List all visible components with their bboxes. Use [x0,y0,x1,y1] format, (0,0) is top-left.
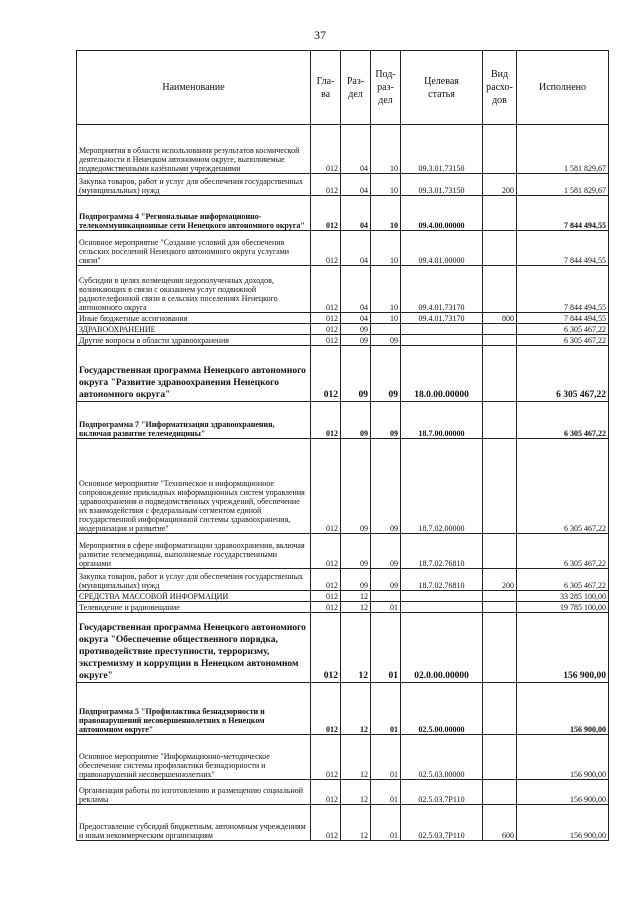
cell-podrazdel: 01 [371,735,401,780]
table-row [77,683,609,735]
cell-name: Подпрограмма 5 "Профилактика безнадзорности и правонарушений несовершеннолетних в Ненецком автономном округе" [77,683,311,735]
cell-podrazdel: 09 [371,534,401,569]
cell-name: Закупка товаров, работ и услуг для обеспечения государственных (муниципальных) нужд [77,174,311,196]
col-header-name: Наименование [77,51,311,125]
cell-glava: 012 [311,780,341,805]
table-row [77,196,609,231]
cell-glava: 012 [311,402,341,439]
cell-target: 18.7.00.00000 [401,402,483,439]
cell-podrazdel: 10 [371,231,401,266]
table-row [77,313,609,324]
cell-glava: 012 [311,735,341,780]
cell-podrazdel: 09 [371,335,401,346]
cell-podrazdel: 10 [371,125,401,174]
cell-executed: 7 844 494,55 [517,313,609,324]
cell-vid [483,324,517,335]
cell-target: 02.5.03.7Р110 [401,780,483,805]
cell-name: Субсидии в целях возмещения недополученных доходов, возникающих в связи с оказанием услуг подвижной радиотелефонной связи в сельских поселениях Ненецкого автономного округа [77,266,311,313]
col-header-glava: Гла- ва [311,51,341,125]
cell-razdel: 09 [341,335,371,346]
cell-target: 09.4.01.00000 [401,231,483,266]
cell-name: Иные бюджетные ассигнования [77,313,311,324]
budget-table [76,50,609,841]
cell-razdel: 09 [341,534,371,569]
table-row [77,613,609,683]
cell-name: Закупка товаров, работ и услуг для обеспечения государственных (муниципальных) нужд [77,569,311,591]
cell-glava: 012 [311,602,341,613]
cell-podrazdel: 10 [371,266,401,313]
cell-vid: 600 [483,805,517,841]
cell-executed: 6 305 467,22 [517,346,609,402]
table-row [77,335,609,346]
cell-executed: 1 581 829,67 [517,125,609,174]
cell-executed: 7 844 494,55 [517,231,609,266]
cell-vid [483,534,517,569]
cell-name: ЗДРАВООХРАНЕНИЕ [77,324,311,335]
cell-razdel: 04 [341,231,371,266]
cell-razdel: 12 [341,602,371,613]
cell-razdel: 09 [341,569,371,591]
cell-executed: 156 900,00 [517,735,609,780]
cell-glava: 012 [311,805,341,841]
cell-name: СРЕДСТВА МАССОВОЙ ИНФОРМАЦИИ [77,591,311,602]
cell-name: Мероприятия в сфере информатизации здравоохранения, включая развитие телемедицины, выполняемые государственными органами [77,534,311,569]
cell-target: 18.7.02.76810 [401,534,483,569]
cell-glava: 012 [311,591,341,602]
cell-razdel: 04 [341,196,371,231]
cell-executed: 7 844 494,55 [517,266,609,313]
cell-podrazdel: 01 [371,780,401,805]
table-row [77,735,609,780]
table-row [77,780,609,805]
cell-razdel: 09 [341,324,371,335]
cell-name: Основное мероприятие "Техническое и информационное сопровождение прикладных информационных систем управления здравоохранения и подведомственных учреждений, обеспечение их взаимодействия с федеральным сегментом единой государственной информационной системы здравоохранения, модернизация и развитие" [77,439,311,534]
cell-podrazdel [371,591,401,602]
cell-vid [483,196,517,231]
cell-podrazdel: 10 [371,174,401,196]
cell-glava: 012 [311,266,341,313]
cell-name: Основное мероприятие "Информационно-методическое обеспечение системы профилактики безнадзорности и правонарушений несовершеннолетних" [77,735,311,780]
cell-glava: 012 [311,439,341,534]
cell-razdel: 12 [341,780,371,805]
table-row [77,439,609,534]
cell-podrazdel: 09 [371,346,401,402]
cell-executed: 6 305 467,22 [517,335,609,346]
cell-name: Основное мероприятие "Создание условий для обеспечения сельских поселений Ненецкого автономного округа услугами связи" [77,231,311,266]
cell-vid [483,346,517,402]
cell-target: 09.3.01.73150 [401,125,483,174]
cell-name: Государственная программа Ненецкого автономного округа "Обеспечение общественного порядка, противодействие преступности, терроризму, экстремизму и коррупции в Ненецком автономном округе" [77,613,311,683]
cell-glava: 012 [311,569,341,591]
cell-podrazdel: 01 [371,805,401,841]
cell-razdel: 04 [341,266,371,313]
cell-razdel: 04 [341,125,371,174]
table-row [77,591,609,602]
cell-razdel: 12 [341,805,371,841]
table-row [77,346,609,402]
cell-podrazdel: 09 [371,439,401,534]
cell-vid [483,735,517,780]
cell-name: Другие вопросы в области здравоохранения [77,335,311,346]
cell-glava: 012 [311,174,341,196]
cell-target [401,335,483,346]
cell-target: 18.7.02.76810 [401,569,483,591]
cell-podrazdel: 01 [371,613,401,683]
cell-razdel: 12 [341,683,371,735]
cell-vid [483,231,517,266]
cell-target: 09.4.00.00000 [401,196,483,231]
cell-glava: 012 [311,196,341,231]
page-number: 37 [314,28,326,42]
cell-vid: 200 [483,569,517,591]
table-row [77,174,609,196]
cell-vid [483,683,517,735]
cell-podrazdel: 01 [371,602,401,613]
col-header-executed: Исполнено [517,51,609,125]
cell-executed: 156 900,00 [517,805,609,841]
cell-podrazdel: 10 [371,313,401,324]
cell-vid [483,335,517,346]
cell-target: 18.0.00.00000 [401,346,483,402]
cell-target [401,602,483,613]
cell-name: Подпрограмма 4 "Региональные информационно-телекоммуникационные сети Ненецкого автономного округа" [77,196,311,231]
cell-executed: 1 581 829,67 [517,174,609,196]
cell-name: Организация работы по изготовлению и размещению социальной рекламы [77,780,311,805]
cell-razdel: 04 [341,174,371,196]
cell-podrazdel: 01 [371,683,401,735]
cell-target [401,591,483,602]
cell-executed: 19 785 100,00 [517,602,609,613]
cell-glava: 012 [311,335,341,346]
table-row [77,534,609,569]
cell-executed: 7 844 494,55 [517,196,609,231]
cell-podrazdel: 09 [371,569,401,591]
cell-glava: 012 [311,324,341,335]
cell-vid: 800 [483,313,517,324]
cell-glava: 012 [311,231,341,266]
cell-razdel: 12 [341,591,371,602]
cell-razdel: 04 [341,313,371,324]
cell-executed: 6 305 467,22 [517,534,609,569]
cell-target: 02.0.00.00000 [401,613,483,683]
table-row [77,602,609,613]
cell-razdel: 12 [341,735,371,780]
cell-target: 02.5.03.7Р110 [401,805,483,841]
cell-name: Мероприятия в области использования результатов космической деятельности в Ненецком автономном округе, выполняемые подведомственными казёнными учреждениями [77,125,311,174]
cell-vid [483,613,517,683]
cell-vid [483,591,517,602]
cell-name: Телевидение и радиовещание [77,602,311,613]
table-row [77,402,609,439]
col-header-razdel: Раз- дел [341,51,371,125]
cell-name: Государственная программа Ненецкого автономного округа "Развитие здравоохранения Ненецкого автономного округа" [77,346,311,402]
cell-target: 02.5.00.00000 [401,683,483,735]
table-row [77,266,609,313]
cell-target: 09.4.01.73170 [401,313,483,324]
table-row [77,231,609,266]
cell-target: 02.5.03.00000 [401,735,483,780]
table-row [77,569,609,591]
cell-razdel: 09 [341,402,371,439]
cell-glava: 012 [311,683,341,735]
table-row [77,324,609,335]
cell-executed: 6 305 467,22 [517,439,609,534]
cell-glava: 012 [311,346,341,402]
cell-razdel: 09 [341,346,371,402]
cell-vid [483,602,517,613]
cell-executed: 6 305 467,22 [517,402,609,439]
cell-executed: 33 285 100,00 [517,591,609,602]
cell-glava: 012 [311,313,341,324]
cell-vid [483,266,517,313]
cell-target: 09.4.01.73170 [401,266,483,313]
cell-target: 18.7.02.00000 [401,439,483,534]
cell-vid [483,780,517,805]
cell-razdel: 12 [341,613,371,683]
cell-executed: 156 900,00 [517,683,609,735]
table-row [77,125,609,174]
cell-vid [483,402,517,439]
cell-executed: 156 900,00 [517,613,609,683]
col-header-target: Целевая статья [401,51,483,125]
cell-executed: 6 305 467,22 [517,569,609,591]
table-row [77,805,609,841]
cell-vid [483,125,517,174]
cell-razdel: 09 [341,439,371,534]
cell-target [401,324,483,335]
col-header-podrazdel: Под- раз- дел [371,51,401,125]
cell-executed: 6 305 467,22 [517,324,609,335]
cell-podrazdel: 10 [371,196,401,231]
cell-glava: 012 [311,125,341,174]
cell-glava: 012 [311,534,341,569]
cell-name: Подпрограмма 7 "Информатизация здравоохранения, включая развитие телемедицины" [77,402,311,439]
cell-vid: 200 [483,174,517,196]
cell-podrazdel: 09 [371,402,401,439]
col-header-vid: Вид расхо- дов [483,51,517,125]
cell-glava: 012 [311,613,341,683]
cell-name: Предоставление субсидий бюджетным, автономным учреждениям и иным некоммерческим организациям [77,805,311,841]
cell-target: 09.3.01.73150 [401,174,483,196]
cell-vid [483,439,517,534]
table-header-row [77,51,609,125]
cell-podrazdel [371,324,401,335]
cell-executed: 156 900,00 [517,780,609,805]
